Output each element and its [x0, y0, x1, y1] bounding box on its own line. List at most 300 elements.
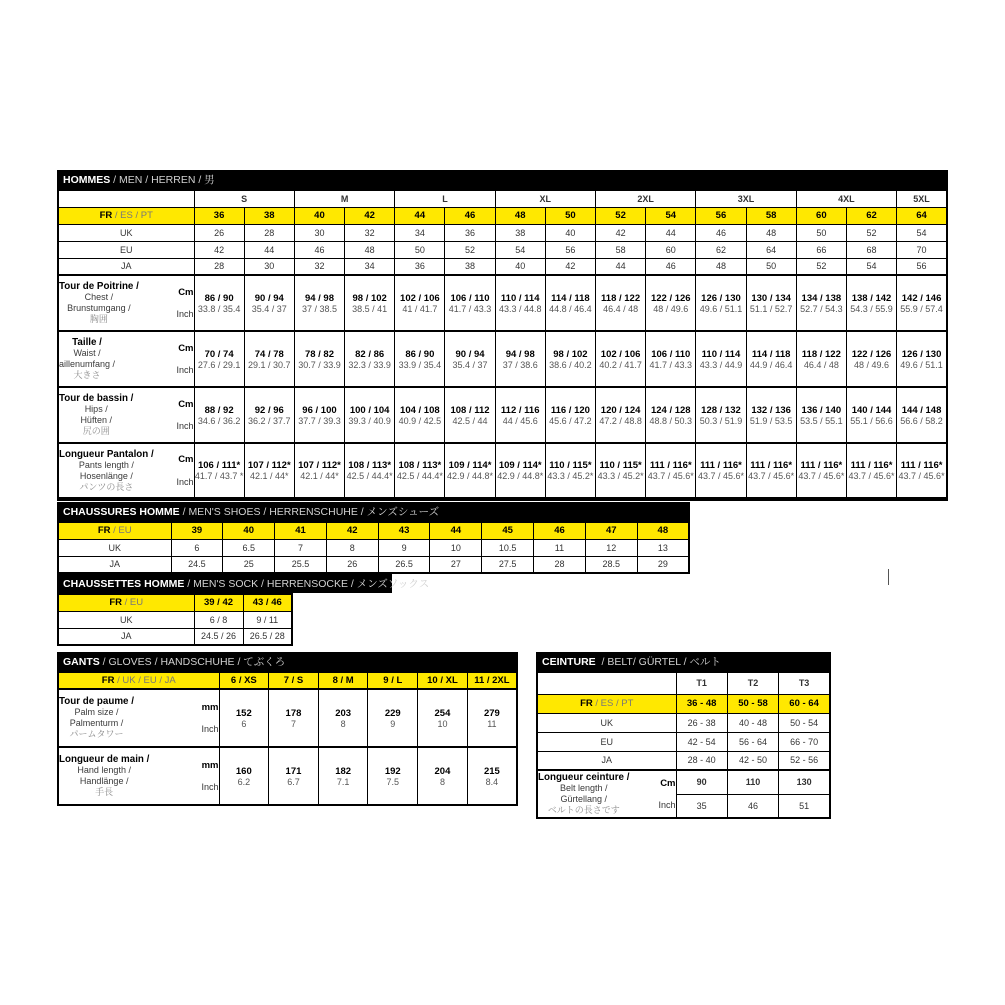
- socks-table-conversion-row: [58, 628, 292, 645]
- measure-unit-labels: [176, 337, 193, 381]
- cm-value: 107 / 112*: [247, 460, 291, 471]
- conversion-size-cell: 58: [596, 241, 646, 258]
- fr-size-cell: 38: [244, 207, 294, 224]
- cm-value: 126 / 130: [701, 292, 741, 304]
- conversion-size-cell: 54: [846, 258, 896, 275]
- cm-value: 86 / 90: [204, 292, 234, 304]
- measure-label-flex: [59, 696, 219, 740]
- fr-size-cell: 64: [897, 207, 947, 224]
- inch-value: 38.6 / 40.2: [549, 359, 592, 370]
- shoes-title-rest: / MEN'S SHOES / HERRENSCHUHE / メンズシューズ: [179, 506, 440, 518]
- inch-value: 48 / 49.6: [854, 359, 890, 370]
- fr-size-cell: 43: [378, 522, 430, 539]
- fr-size-cell: 44: [430, 522, 482, 539]
- unit-bottom-label: Inch: [658, 800, 676, 811]
- unit-top-label: mm: [201, 701, 219, 713]
- measure-label-line: Tour de paume /: [59, 696, 134, 707]
- cm-value: 110 / 115*: [599, 460, 642, 471]
- inch-value: 33.9 / 35.4: [398, 359, 442, 370]
- inch-value: 49.6 / 51.1: [900, 359, 943, 370]
- inch-value: 44.8 / 46.4: [549, 303, 592, 314]
- conversion-size-cell: 26 - 38: [676, 713, 727, 732]
- fr-size-cell: 50: [545, 207, 595, 224]
- measure-label-line: 手長: [95, 787, 114, 797]
- cm-value: 106 / 110: [450, 292, 490, 304]
- measure-label-line: Tour de Poitrine /: [59, 281, 139, 292]
- conversion-size-cell: 66: [796, 241, 846, 258]
- mm-value: 203: [335, 707, 352, 719]
- conversion-size-cell: 13: [637, 539, 689, 556]
- measure-label-lines: [59, 449, 154, 493]
- unit-bottom-label: Inch: [176, 421, 194, 432]
- measure-value-cell: [294, 331, 344, 387]
- size-group-header: 3XL: [696, 190, 796, 207]
- measure-value-cell: [219, 747, 269, 805]
- inch-value: 44 / 45.6: [502, 415, 538, 426]
- corner-empty-cell: [537, 672, 676, 694]
- value-stack: [368, 708, 417, 729]
- cm-value: 108 / 113*: [398, 460, 442, 471]
- conversion-size-cell: 46: [294, 241, 344, 258]
- men-conversion-row: [58, 241, 947, 258]
- belt-fr-row: [537, 694, 830, 713]
- cm-value: 134 / 138: [801, 292, 842, 304]
- fr-size-cell: 48: [495, 207, 545, 224]
- conversion-size-cell: 42 - 54: [676, 732, 727, 751]
- size-group-header: 2XL: [596, 190, 696, 207]
- gloves-title-rest: / GLOVES / HANDSCHUHE / てぶくろ: [99, 656, 286, 668]
- measure-value-cell: [467, 747, 517, 805]
- value-stack: [646, 293, 695, 314]
- value-stack: [345, 460, 394, 481]
- mm-value: 279: [483, 707, 500, 719]
- measure-unit-labels: [658, 772, 675, 816]
- measure-value-cell: [294, 443, 344, 499]
- value-stack: [295, 293, 344, 314]
- inch-value: 52.7 / 54.3: [800, 303, 843, 314]
- conversion-size-cell: 30: [294, 224, 344, 241]
- fr-row-label: [537, 694, 676, 713]
- cm-value: 82 / 86: [355, 348, 385, 360]
- measure-value-cell: [846, 443, 896, 499]
- inch-value: 42.9 / 44.8*: [447, 471, 494, 481]
- inch-value: 46.4 / 48: [603, 303, 639, 314]
- value-stack: [468, 708, 516, 729]
- measure-value-cell: [746, 275, 796, 331]
- inch-value: 40.2 / 41.7: [599, 359, 642, 370]
- cm-value: 108 / 112: [450, 404, 490, 416]
- inch-value: 55.1 / 56.6: [850, 415, 893, 426]
- cm-value: 106 / 111*: [197, 460, 241, 471]
- value-stack: [797, 349, 846, 370]
- fr-label-rest: / ES / PT: [112, 210, 153, 221]
- value-stack: [345, 405, 394, 426]
- measure-value-cell: [194, 331, 244, 387]
- measure-label-line: Brunstumgang /: [67, 303, 131, 313]
- cm-value: 94 / 98: [505, 348, 535, 360]
- measure-label-line: Handlänge /: [79, 776, 129, 786]
- cm-value: 86 / 90: [405, 348, 435, 360]
- conversion-size-cell: 52: [445, 241, 495, 258]
- measure-value-cell: [269, 689, 319, 747]
- conversion-size-cell: 52 - 56: [779, 751, 830, 770]
- conversion-size-cell: 36: [445, 224, 495, 241]
- measure-value-cell: [294, 275, 344, 331]
- unit-top-label: Cm: [178, 398, 194, 410]
- measure-value-cell: [194, 443, 244, 499]
- measure-label-line: Palm size /: [74, 707, 119, 717]
- shoes-table-conversion-row: [58, 556, 689, 573]
- fr-size-cell: 52: [596, 207, 646, 224]
- measure-value-cell: [368, 689, 418, 747]
- value-stack: [747, 293, 796, 314]
- measure-value-cell: [244, 443, 294, 499]
- measure-label-line: Pants length /: [78, 459, 134, 470]
- value-stack: [496, 405, 545, 426]
- fr-label-rest: / EU: [110, 525, 132, 537]
- men-fr-size-row: [58, 207, 947, 224]
- measure-label-line: Taille /: [72, 337, 102, 348]
- conversion-size-cell: 48: [345, 241, 395, 258]
- conversion-size-cell: 32: [345, 224, 395, 241]
- inch-value: 56.6 / 58.2: [900, 415, 943, 426]
- value-stack: [245, 405, 294, 426]
- conversion-size-cell: 42 - 50: [727, 751, 778, 770]
- value-stack: [445, 293, 494, 314]
- inch-value: 7.5: [386, 776, 400, 787]
- value-stack: [295, 460, 344, 481]
- belt-length-cm-cell: 110: [727, 770, 778, 794]
- value-stack: [646, 349, 695, 370]
- men-sizes-section: [57, 170, 948, 501]
- value-stack: [245, 349, 294, 370]
- conversion-size-cell: 28: [534, 556, 586, 573]
- inch-value: 47.2 / 48.8: [599, 415, 642, 426]
- inch-value: 42.5 / 44: [452, 415, 488, 426]
- fr-label-main: FR: [580, 698, 593, 709]
- measure-value-cell: [646, 443, 696, 499]
- shoes-size-table: [57, 521, 690, 574]
- conversion-size-cell: 50 - 54: [779, 713, 830, 732]
- mm-value: 229: [384, 707, 401, 719]
- cm-value: 112 / 116: [500, 404, 540, 416]
- cm-value: 142 / 146: [901, 292, 942, 304]
- fr-size-cell: 10 / XL: [418, 672, 468, 689]
- conversion-size-cell: 25: [223, 556, 275, 573]
- men-measure-row: [58, 387, 947, 443]
- t-size-header: T2: [727, 672, 778, 694]
- fr-size-cell: 11 / 2XL: [467, 672, 517, 689]
- value-stack: [897, 293, 946, 314]
- measure-unit-labels: [176, 393, 193, 437]
- fr-size-cell: 60 - 64: [779, 694, 830, 713]
- unit-bottom-label: Inch: [201, 782, 219, 793]
- measure-label-flex: [59, 754, 219, 798]
- conversion-size-cell: 30: [244, 258, 294, 275]
- inch-value: 7: [290, 718, 296, 729]
- measure-value-cell: [545, 443, 595, 499]
- men-measure-row: [58, 331, 947, 387]
- measure-value-cell: [244, 275, 294, 331]
- fr-size-cell: 54: [646, 207, 696, 224]
- measure-label-line: パンツの長さ: [79, 481, 134, 492]
- conversion-size-cell: 60: [646, 241, 696, 258]
- measure-value-cell: [395, 443, 445, 499]
- fr-label-main: FR: [109, 597, 123, 609]
- value-stack: [747, 460, 796, 481]
- measure-value-cell: [746, 443, 796, 499]
- conversion-size-cell: 9 / 11: [243, 611, 292, 628]
- conversion-size-cell: 46: [646, 258, 696, 275]
- measure-label-line: Gürtellang /: [560, 794, 607, 804]
- inch-value: 50.3 / 51.9: [699, 415, 743, 426]
- conversion-row-label: UK: [58, 224, 194, 241]
- inch-value: 48 / 49.6: [653, 303, 689, 314]
- men-title-rest: / MEN / HERREN / 男: [110, 174, 215, 186]
- inch-value: 55.9 / 57.4: [900, 303, 943, 314]
- t-size-header: T1: [676, 672, 727, 694]
- conversion-row-label: UK: [58, 611, 194, 628]
- conversion-size-cell: 50: [395, 241, 445, 258]
- conversion-row-label: JA: [58, 628, 194, 645]
- measure-value-cell: [418, 747, 468, 805]
- measure-value-cell: [244, 387, 294, 443]
- mm-value: 192: [384, 765, 401, 777]
- conversion-size-cell: 52: [796, 258, 846, 275]
- value-stack: [646, 460, 695, 481]
- belt-title-rest: / BELT/ GÜRTEL / ベルト: [595, 656, 721, 668]
- inch-value: 42.1 / 44*: [250, 471, 289, 481]
- cm-value: 78 / 82: [304, 348, 334, 360]
- measure-label-line: Tour de bassin /: [59, 393, 134, 404]
- measure-value-cell: [646, 275, 696, 331]
- inch-value: 11: [487, 718, 497, 729]
- conversion-size-cell: 26.5: [378, 556, 430, 573]
- value-stack: [345, 349, 394, 370]
- value-stack: [395, 460, 444, 481]
- cm-value: 122 / 126: [851, 348, 892, 360]
- inch-value: 54.3 / 55.9: [850, 303, 893, 314]
- cm-value: 140 / 144: [851, 404, 892, 416]
- fr-size-cell: 8 / M: [318, 672, 368, 689]
- cm-value: 114 / 118: [551, 292, 590, 304]
- belt-conversion-row: [537, 751, 830, 770]
- conversion-size-cell: 68: [846, 241, 896, 258]
- conversion-size-cell: 70: [897, 241, 947, 258]
- inch-value: 49.6 / 51.1: [699, 303, 743, 314]
- measure-value-cell: [696, 331, 746, 387]
- inch-value: 42.9 / 44.8*: [497, 471, 544, 481]
- fr-size-cell: 36: [194, 207, 244, 224]
- inch-value: 43.7 / 45.6*: [848, 471, 895, 481]
- conversion-size-cell: 24.5 / 26: [194, 628, 243, 645]
- unit-top-label: Cm: [660, 777, 676, 789]
- value-stack: [195, 460, 244, 481]
- size-group-header: XL: [495, 190, 595, 207]
- value-stack: [395, 405, 444, 426]
- conversion-size-cell: 12: [585, 539, 637, 556]
- measure-value-cell: [495, 443, 545, 499]
- value-stack: [847, 293, 896, 314]
- value-stack: [295, 405, 344, 426]
- measure-value-cell: [345, 331, 395, 387]
- inch-value: 38.5 / 41: [352, 303, 388, 314]
- conversion-size-cell: 32: [294, 258, 344, 275]
- value-stack: [220, 708, 269, 729]
- measure-value-cell: [746, 331, 796, 387]
- cm-value: 126 / 130: [901, 348, 942, 360]
- gloves-fr-row: [58, 672, 517, 689]
- cm-value: 90 / 94: [254, 292, 284, 304]
- cm-value: 122 / 126: [650, 292, 691, 304]
- inch-value: 27.6 / 29.1: [197, 359, 241, 370]
- conversion-size-cell: 26.5 / 28: [243, 628, 292, 645]
- value-stack: [897, 460, 946, 481]
- inch-value: 9: [390, 718, 396, 729]
- fr-size-cell: 46: [534, 522, 586, 539]
- conversion-row-label: EU: [58, 241, 194, 258]
- fr-row-label: [58, 594, 194, 611]
- measure-value-cell: [796, 275, 846, 331]
- cm-value: 98 / 102: [352, 292, 387, 304]
- value-stack: [797, 405, 846, 426]
- fr-size-cell: 48: [637, 522, 689, 539]
- conversion-size-cell: 28: [244, 224, 294, 241]
- inch-value: 43.3 / 45.2*: [547, 471, 594, 481]
- measure-label-lines: [59, 281, 139, 325]
- conversion-size-cell: 6.5: [223, 539, 275, 556]
- value-stack: [747, 349, 796, 370]
- size-group-header: M: [294, 190, 394, 207]
- measure-value-cell: [445, 331, 495, 387]
- measure-value-cell: [596, 443, 646, 499]
- inch-value: 45.6 / 47.2: [549, 415, 592, 426]
- conversion-size-cell: 48: [746, 224, 796, 241]
- conversion-size-cell: 27: [430, 556, 482, 573]
- measure-value-cell: [244, 331, 294, 387]
- value-stack: [195, 349, 244, 370]
- conversion-size-cell: 34: [345, 258, 395, 275]
- conversion-size-cell: 40: [495, 258, 545, 275]
- cm-value: 107 / 112*: [298, 460, 341, 471]
- value-stack: [269, 766, 318, 787]
- measure-label-flex: [59, 281, 194, 325]
- inch-value: 37 / 38.5: [301, 303, 337, 314]
- conversion-row-label: UK: [537, 713, 676, 732]
- measure-label-line: Hips /: [84, 404, 108, 414]
- stray-divider-mark: [888, 569, 889, 585]
- measure-value-cell: [194, 275, 244, 331]
- men-socks-section: [57, 574, 430, 646]
- inch-value: 30.7 / 33.9: [298, 359, 341, 370]
- cm-value: 100 / 104: [349, 404, 390, 416]
- socks-title-main: CHAUSSETTES HOMME: [63, 577, 185, 590]
- conversion-size-cell: 40: [545, 224, 595, 241]
- conversion-row-label: JA: [58, 556, 171, 573]
- inch-value: 32.3 / 33.9: [348, 359, 391, 370]
- cm-value: 110 / 114: [701, 348, 741, 360]
- unit-bottom-label: Inch: [201, 724, 219, 735]
- measure-value-cell: [596, 275, 646, 331]
- inch-value: 41.7 / 43.3: [448, 303, 492, 314]
- measure-label-lines: [59, 393, 133, 437]
- cm-value: 130 / 134: [751, 292, 791, 304]
- conversion-size-cell: 34: [395, 224, 445, 241]
- socks-section-title-bar: [57, 574, 430, 593]
- measure-label-line: Waist /: [73, 348, 101, 358]
- inch-value: 42.5 / 44.4*: [396, 471, 443, 481]
- size-group-header: 5XL: [897, 190, 947, 207]
- value-stack: [445, 349, 494, 370]
- cm-value: 111 / 116*: [700, 460, 742, 471]
- inch-value: 7.1: [336, 776, 350, 787]
- gloves-measure-row: [58, 689, 517, 747]
- value-stack: [269, 708, 318, 729]
- fr-size-cell: 60: [796, 207, 846, 224]
- value-stack: [496, 349, 545, 370]
- mm-value: 171: [285, 765, 302, 777]
- cm-value: 90 / 94: [455, 348, 485, 360]
- measure-value-cell: [345, 443, 395, 499]
- belt-section-title-bar: [536, 652, 831, 671]
- unit-top-label: mm: [201, 759, 219, 771]
- inch-value: 44.9 / 46.4: [749, 359, 793, 370]
- inch-value: 43.3 / 45.2*: [597, 471, 644, 481]
- gloves-section: [57, 652, 518, 806]
- measure-value-cell: [696, 275, 746, 331]
- shoes-table-conversion-row: [58, 539, 689, 556]
- fr-row-label: [58, 207, 194, 224]
- measure-label-lines: [59, 337, 115, 381]
- inch-value: 8: [439, 776, 445, 787]
- cm-value: 111 / 116*: [900, 460, 943, 471]
- measure-value-cell: [846, 387, 896, 443]
- fr-size-cell: 42: [326, 522, 378, 539]
- men-measure-row: [58, 275, 947, 331]
- inch-value: 43.7 / 45.6*: [898, 471, 945, 481]
- value-stack: [319, 766, 368, 787]
- conversion-row-label: JA: [58, 258, 194, 275]
- fr-row-label: [58, 522, 171, 539]
- men-title-main: HOMMES: [63, 173, 111, 186]
- measure-value-cell: [395, 387, 445, 443]
- inch-value: 35.4 / 37: [251, 303, 287, 314]
- cm-value: 111 / 116*: [850, 460, 893, 471]
- cm-value: 106 / 110: [651, 348, 691, 360]
- conversion-size-cell: 29: [637, 556, 689, 573]
- conversion-size-cell: 26: [326, 556, 378, 573]
- measure-label-line: Chest /: [84, 292, 114, 302]
- measure-value-cell: [846, 331, 896, 387]
- value-stack: [596, 349, 645, 370]
- measure-value-cell: [646, 331, 696, 387]
- value-stack: [797, 293, 846, 314]
- measure-value-cell: [345, 275, 395, 331]
- value-stack: [546, 293, 595, 314]
- conversion-size-cell: 56: [897, 258, 947, 275]
- inch-value: 41 / 41.7: [402, 303, 438, 314]
- measure-value-cell: [194, 387, 244, 443]
- measure-value-cell: [545, 387, 595, 443]
- conversion-row-label: UK: [58, 539, 171, 556]
- inch-value: 6.2: [237, 776, 251, 787]
- fr-size-cell: 56: [696, 207, 746, 224]
- measure-label-flex: [59, 393, 194, 437]
- value-stack: [646, 405, 695, 426]
- measure-value-cell: [219, 689, 269, 747]
- inch-value: 46.4 / 48: [803, 359, 839, 370]
- measure-row-label: [58, 747, 219, 805]
